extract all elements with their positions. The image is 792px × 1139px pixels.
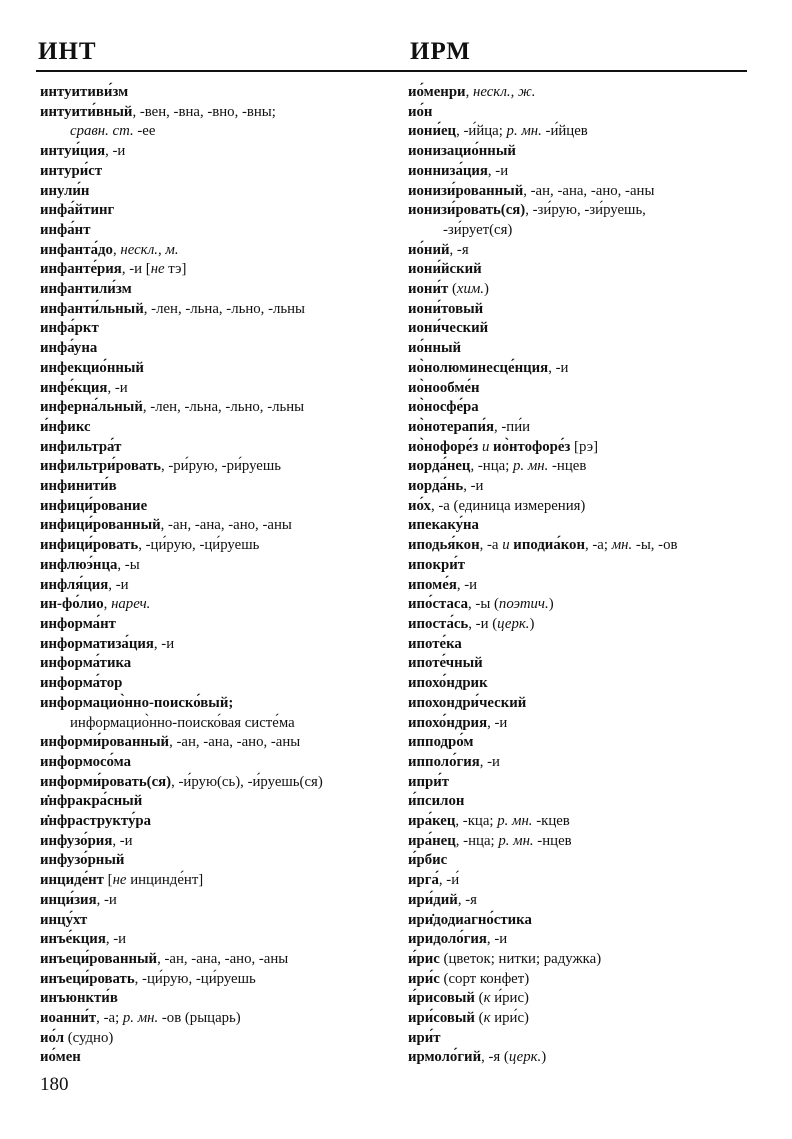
entry-line [40, 339, 396, 359]
grammar-text: , -ан, -ана, -ано, -аны [523, 182, 655, 199]
entry-line [408, 300, 753, 320]
entry-line [40, 497, 396, 517]
entry-line [408, 319, 753, 339]
headword: информа́тика [40, 655, 132, 672]
headword: ио̀нообме́н [408, 379, 480, 396]
headword: ири́с [408, 970, 440, 987]
entry-line [408, 694, 753, 714]
grammar-text: , [112, 241, 121, 258]
entry-line [408, 989, 753, 1009]
label-italic: р. мн. [497, 813, 533, 830]
entry-line [408, 103, 753, 123]
label-italic: поэтич. [498, 596, 549, 613]
headword: ипоста́сь [408, 615, 469, 632]
label-italic: мн. [611, 537, 633, 554]
entry-line [40, 930, 396, 950]
headword: инфици́рование [40, 497, 148, 514]
headword: ио́мен [40, 1049, 81, 1066]
headword: иподья́кон [408, 537, 480, 554]
entry-line [408, 812, 753, 832]
entry-line [408, 792, 753, 812]
grammar-text: , [465, 84, 473, 100]
grammar-text: , -и ( [468, 615, 498, 632]
entry-line [408, 654, 753, 674]
grammar-text: ( [474, 990, 484, 1007]
entry-line [40, 694, 396, 714]
entry-line [40, 714, 396, 734]
headword: и́рбис [408, 852, 448, 869]
headword: ирмоло́гий [408, 1049, 482, 1066]
entry-line [408, 83, 753, 103]
headword: ипохо́ндрия [408, 714, 488, 731]
headword: иони́ец [408, 123, 457, 140]
grammar-text: инцинде́нт] [126, 872, 204, 889]
entry-line [408, 832, 753, 852]
headword: иподиа́кон [513, 537, 585, 554]
entry-line [408, 438, 753, 458]
grammar-text: , -а; [584, 537, 612, 554]
headword: информа́нт [40, 615, 116, 632]
headword: ипоте́ка [408, 635, 462, 652]
label-italic: к [483, 1010, 491, 1027]
grammar-text: , -ан, -ана, -ано, -аны [160, 517, 292, 534]
grammar-text: (судно) [64, 1029, 114, 1046]
headword: ио̀носфе́ра [408, 399, 479, 416]
headword: интуи́ция [40, 143, 106, 160]
entry-line [40, 536, 396, 556]
entry-line [40, 595, 396, 615]
label-italic: р. мн. [122, 1010, 159, 1027]
headword: ири̇додиагно́стика [408, 911, 532, 928]
headword: инфанта́до [40, 241, 113, 258]
entry-line [408, 142, 753, 162]
headword: ипоте́чный [408, 655, 483, 672]
headword: инъюнкти́в [40, 990, 118, 1007]
grammar-text: ( [448, 281, 457, 298]
grammar-text: -ы, -ов [632, 537, 678, 554]
entry-line [40, 359, 396, 379]
entry-line [408, 930, 753, 950]
grammar-text: , -ри́рую, -ри́руешь [160, 458, 282, 475]
grammar-text: ири́с) [490, 1010, 529, 1027]
headword: ипокри́т [408, 556, 465, 573]
grammar-text: , -я [449, 241, 469, 258]
entry-line [408, 1048, 753, 1068]
entry-line [40, 1009, 396, 1029]
entry-line [40, 201, 396, 221]
grammar-text: (сорт конфет) [439, 970, 530, 987]
headword: информи́рованный [40, 734, 170, 751]
grammar-text: , -зи́рую, -зи́руешь, [525, 202, 646, 219]
entry-line [40, 438, 396, 458]
headword: информа́тор [40, 675, 123, 692]
entry-line [40, 733, 396, 753]
page-number: 180 [40, 1074, 69, 1095]
headword: ио̀нофоре́з [408, 438, 479, 455]
headword: инферна́льный [40, 399, 143, 416]
grammar-text: , -ци́рую, -ци́руешь [138, 537, 260, 554]
entry-line [40, 812, 396, 832]
grammar-text: , -и [96, 891, 117, 908]
headword: ионизи́ровать(ся) [408, 202, 526, 219]
entry-line [408, 1009, 753, 1029]
entry-line [408, 1029, 753, 1049]
grammar-text: , -я ( [481, 1049, 509, 1066]
grammar-text: , -и [486, 931, 508, 948]
grammar-text: , -а [479, 537, 503, 554]
headword: инфильтри́ровать [40, 458, 161, 475]
headword: инфузо́рный [40, 852, 125, 869]
entry-line [40, 280, 396, 300]
entry-line [408, 516, 753, 536]
grammar-text: , -и [479, 753, 500, 770]
entry-line [408, 398, 753, 418]
label-italic: хим. [456, 281, 484, 298]
grammar-text: , -пи́и [493, 418, 531, 435]
entry-line [408, 615, 753, 635]
headword: и̇нфракра́сный [40, 793, 143, 810]
grammar-text: , -ци́рую, -ци́руешь [134, 970, 256, 987]
label-italic: церк. [508, 1049, 542, 1066]
entry-line [408, 182, 753, 202]
grammar-text: , -а (единица измерения) [430, 497, 586, 514]
left-column [40, 83, 396, 1068]
headword: инци́зия [40, 891, 97, 908]
grammar-text: -ов (рыцарь) [158, 1010, 241, 1027]
grammar-text: , -лен, -льна, -льно, -льны [143, 300, 305, 317]
grammar-text: , -ы ( [468, 596, 499, 613]
entry-line [408, 536, 753, 556]
label-italic: нареч. [111, 596, 151, 613]
grammar-text: , -нца; [455, 832, 499, 849]
grammar-text: , -и [487, 162, 509, 179]
right-column [408, 83, 753, 1068]
grammar-text: , -и́йца; [456, 123, 507, 140]
entry-line [408, 379, 753, 399]
entry-line [408, 753, 753, 773]
entry-line [408, 871, 753, 891]
entry-line [40, 556, 396, 576]
grammar-text: и́рис) [490, 990, 529, 1007]
label-italic: р. мн. [506, 123, 542, 140]
headword: инфанти́льный [40, 300, 144, 317]
headword: инфузо́рия [40, 832, 113, 849]
grammar-text: [ [103, 872, 113, 889]
grammar-text: ( [474, 1010, 484, 1027]
headword: инфлюэ́нца [40, 556, 118, 573]
grammar-text: , -ан, -ана, -ано, -аны [157, 950, 289, 967]
entry-line [408, 733, 753, 753]
entry-line [40, 398, 396, 418]
entry-line [408, 221, 753, 241]
entry-line [40, 891, 396, 911]
headword: инъеци́ровать [40, 970, 135, 987]
headword: ира́кец [408, 813, 456, 830]
entry-line [40, 418, 396, 438]
headword: ио̀нотерапи́я [408, 418, 494, 435]
headword: инфе́кция [40, 379, 108, 396]
headword: интури́ст [40, 162, 103, 179]
headword: ио́ний [408, 241, 450, 258]
headword: ипекаку́на [408, 517, 479, 534]
headword: инфа́нт [40, 221, 91, 238]
headword: информатиза́ция [40, 635, 154, 652]
entry-line [40, 576, 396, 596]
headword: ионниза́ция [408, 162, 488, 179]
entry-line [40, 516, 396, 536]
label-italic: не [112, 872, 127, 889]
grammar-text: -нцев [548, 458, 587, 475]
grammar-text: , -и [548, 359, 569, 376]
headword: инфа́йтинг [40, 202, 115, 219]
headword: ипохо́ндрик [408, 675, 488, 692]
entry-line [40, 142, 396, 162]
headword: иони́т [408, 281, 449, 298]
entry-line [408, 418, 753, 438]
entry-line [408, 851, 753, 871]
grammar-text: , -и [112, 832, 133, 849]
entry-line [40, 122, 396, 142]
headword: иоанни́т [40, 1010, 97, 1027]
label-italic: не [150, 261, 165, 278]
headword: ири́совый [408, 1010, 475, 1027]
left-guide-word: ИНТ [38, 38, 97, 65]
grammar-text: [рэ] [570, 438, 599, 455]
headword: и́рисовый [408, 990, 475, 1007]
headword: ири́т [408, 1029, 441, 1046]
grammar-text: , [103, 596, 112, 613]
headword: ипохондри́ческий [408, 694, 527, 711]
entry-line [40, 911, 396, 931]
grammar-text: , -нца; [470, 458, 514, 475]
headword: информи́ровать(ся) [40, 773, 172, 790]
entry-line [40, 241, 396, 261]
grammar-text: -кцев [532, 813, 570, 830]
entry-line [408, 595, 753, 615]
entry-line [408, 339, 753, 359]
entry-line [408, 950, 753, 970]
headword: инциде́нт [40, 872, 104, 889]
grammar-text: ) [484, 281, 489, 298]
headword: ира́нец [408, 832, 456, 849]
grammar-text: , -вен, -вна, -вно, -вны; [132, 103, 276, 120]
headword: ипподро́м [408, 734, 474, 751]
grammar-text: , -и́ [438, 872, 460, 889]
label-italic: нескл., ж. [472, 84, 536, 100]
entry-line [40, 260, 396, 280]
headword: ио̀нолюминесце́нция [408, 359, 549, 376]
grammar-text: информацио̀нно-поиско́вая систе́ма [70, 714, 295, 731]
headword: иридоло́гия [408, 931, 487, 948]
grammar-text: , -и [487, 714, 508, 731]
entry-line [40, 674, 396, 694]
grammar-text: (цветок; нитки; радужка) [439, 950, 602, 967]
entry-line [408, 359, 753, 379]
headword: ири́дий [408, 891, 458, 908]
entry-line [40, 654, 396, 674]
entry-line [40, 970, 396, 990]
entry-line [40, 182, 396, 202]
grammar-text: -и́йцев [541, 123, 588, 140]
headword: ионизи́рованный [408, 182, 524, 199]
headword: ипо́стаса [408, 596, 469, 613]
entry-line [40, 773, 396, 793]
entry-line [408, 576, 753, 596]
label-italic: нескл., м. [120, 241, 179, 258]
headword: инули́н [40, 182, 90, 199]
grammar-text: тэ] [164, 261, 187, 278]
headword: ипоме́я [408, 576, 457, 593]
headword: иони́йский [408, 261, 482, 278]
headword: инфанте́рия [40, 261, 122, 278]
entry-line [408, 970, 753, 990]
grammar-text: , -лен, -льна, -льно, -льны [142, 399, 305, 416]
headword: информосо́ма [40, 753, 132, 770]
entry-line [408, 241, 753, 261]
entry-line [40, 989, 396, 1009]
entry-line [408, 635, 753, 655]
headword: инфильтра́т [40, 438, 122, 455]
entry-line [408, 201, 753, 221]
entry-line [40, 457, 396, 477]
entry-line [40, 832, 396, 852]
entry-line [40, 950, 396, 970]
headword: и́псилон [408, 793, 465, 810]
grammar-text: , -и [456, 576, 478, 593]
entry-line [40, 1048, 396, 1068]
entry-line [408, 162, 753, 182]
entry-line [40, 83, 396, 103]
headword: инцу́хт [40, 911, 88, 928]
grammar-text: -нцев [533, 832, 572, 849]
headword: и́нфикс [40, 418, 91, 435]
grammar-text: , -и́рую(сь), -и́руешь(ся) [171, 773, 323, 790]
headword: и́рис [408, 950, 440, 967]
headword: ио́х [408, 497, 431, 514]
grammar-text: , -ан, -ана, -ано, -аны [169, 734, 301, 751]
headword: иорда́нь [408, 478, 464, 495]
headword: инфици́рованный [40, 517, 161, 534]
headword: инфекцио́нный [40, 359, 144, 376]
grammar-text: , -и [107, 379, 128, 396]
header-rule [36, 70, 747, 72]
grammar-text: , -и [105, 931, 127, 948]
entry-line [408, 477, 753, 497]
entry-line [40, 319, 396, 339]
entry-line [40, 851, 396, 871]
grammar-text: , -и [ [121, 261, 151, 278]
entry-line [408, 714, 753, 734]
headword: ио́менри [408, 84, 466, 100]
headword: интуити́вный [40, 103, 133, 120]
label-italic: сравн. ст. [70, 123, 134, 140]
headword: инфля́ция [40, 576, 109, 593]
entry-line [408, 911, 753, 931]
headword: ионизацио́нный [408, 143, 516, 160]
headword: ирга́ [408, 872, 439, 889]
grammar-text: , -и [105, 143, 126, 160]
headword: инъе́кция [40, 931, 106, 948]
headword: ипри́т [408, 773, 450, 790]
grammar-text: ) [548, 596, 554, 613]
label-italic: и [502, 537, 510, 554]
headword: инфинити́в [40, 478, 117, 495]
headword: иорда́нец [408, 458, 471, 475]
headword: иони́товый [408, 300, 484, 317]
right-guide-word: ИРМ [410, 38, 471, 65]
entry-line [408, 497, 753, 517]
entry-line [408, 260, 753, 280]
entry-line [40, 871, 396, 891]
grammar-text: ) [541, 1049, 547, 1066]
headword: инфа́уна [40, 340, 98, 357]
entry-line [408, 674, 753, 694]
entry-line [408, 280, 753, 300]
grammar-text: -ее [133, 123, 156, 140]
entry-line [408, 556, 753, 576]
grammar-text: -зи́рует(ся) [443, 221, 513, 238]
headword: ио́нный [408, 340, 462, 357]
entry-line [40, 1029, 396, 1049]
grammar-text: , -кца; [455, 813, 498, 830]
headword: иони́ческий [408, 320, 489, 337]
entry-line [40, 162, 396, 182]
entry-line [40, 221, 396, 241]
label-italic: р. мн. [513, 458, 549, 475]
headword: ипполо́гия [408, 753, 480, 770]
grammar-text: , -и [463, 478, 484, 495]
label-italic: к [483, 990, 491, 1007]
entry-line [40, 103, 396, 123]
headword: инфици́ровать [40, 537, 139, 554]
grammar-text: , -а; [96, 1010, 123, 1027]
headword: инфа́ркт [40, 320, 99, 337]
entry-line [408, 773, 753, 793]
headword: интуитиви́зм [40, 84, 129, 100]
entry-line [408, 122, 753, 142]
entry-line [40, 753, 396, 773]
entry-line [40, 477, 396, 497]
entry-line [408, 891, 753, 911]
headword: инфантили́зм [40, 281, 132, 298]
grammar-text: , -я [457, 891, 477, 908]
headword: инъеци́рованный [40, 950, 158, 967]
grammar-text: , -и [153, 635, 175, 652]
grammar-text: ) [529, 615, 535, 632]
grammar-text: , -и [108, 576, 129, 593]
headword: информацио̀нно-поиско́вый; [40, 694, 234, 711]
entry-line [408, 457, 753, 477]
entry-line [40, 792, 396, 812]
entry-line [40, 300, 396, 320]
entry-line [40, 379, 396, 399]
entry-line [40, 615, 396, 635]
headword: ио́л [40, 1029, 65, 1046]
headword: ио̀нтофоре́з [493, 438, 571, 455]
grammar-text: , -ы [117, 556, 140, 573]
headword: ин-фо́лио [40, 596, 104, 613]
label-italic: р. мн. [498, 832, 534, 849]
headword: ио́н [408, 103, 433, 120]
label-italic: церк. [497, 615, 530, 632]
label-italic: и [481, 438, 490, 455]
headword: и̇нфраструкту́ра [40, 813, 151, 830]
entry-line [40, 635, 396, 655]
